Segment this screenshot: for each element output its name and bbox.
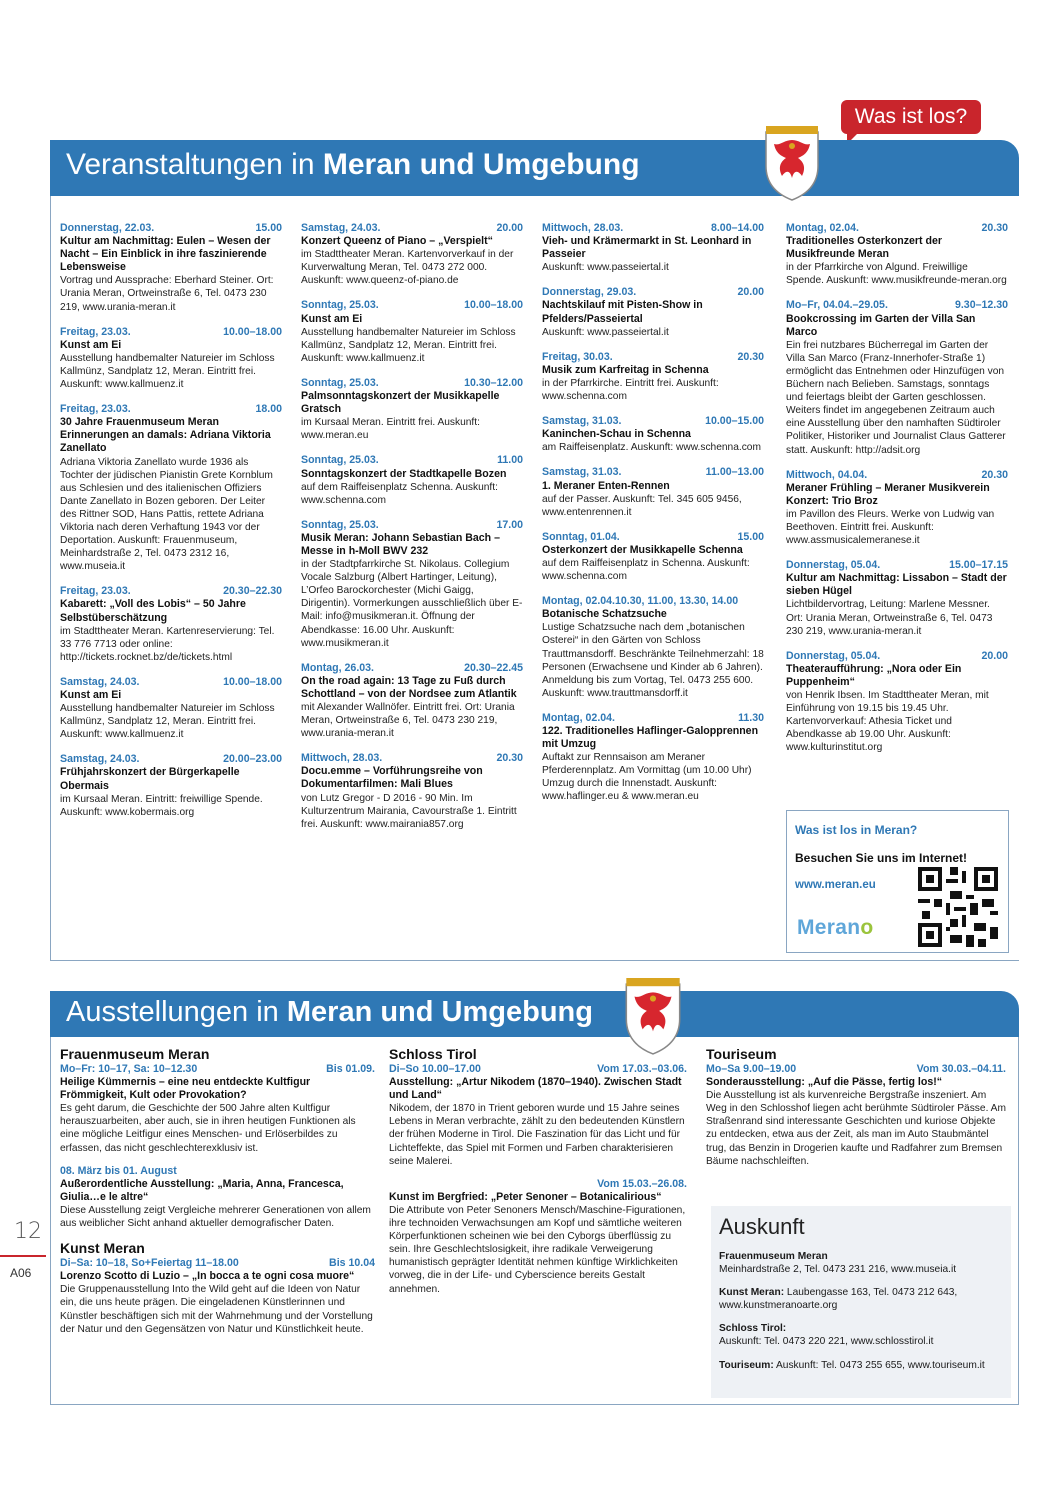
event-details: in der Pfarrkirche von Algund. Freiwillige Spende. Auskunft: www.musikfreunde-meran.org <box>786 262 1007 287</box>
event-date: Donnerstag, 22.03. <box>60 222 155 234</box>
auskunft-list <box>719 1250 1003 1372</box>
exhibition-hours: Di–So 10.00–17.00 <box>389 1063 481 1075</box>
event-date-row <box>542 415 764 428</box>
event-title: Kunst am Ei <box>60 338 122 351</box>
event-title: Kaninchen-Schau in Schenna <box>542 428 691 441</box>
exhibitions-column-1 <box>60 1046 375 1346</box>
event-item <box>542 351 764 403</box>
exhibition-range: Vom 15.03.–26.08. <box>597 1177 687 1190</box>
exhibition-hours-row <box>60 1257 375 1270</box>
exhibition-title: Lorenzo Scotto di Luzio – „In bocca a te ogni cosa muore“ <box>60 1270 355 1283</box>
event-date-row <box>60 753 282 766</box>
auskunft-item <box>719 1322 1003 1348</box>
event-details: am Raiffeisenplatz. Auskunft: www.schenna.com <box>542 442 761 454</box>
event-date: Freitag, 30.03. <box>542 350 613 363</box>
event-item <box>542 712 764 804</box>
event-details: Lustige Schatzsuche nach dem „botanischen Osterei“ in den Gärten von Schloss Trauttmansdorff. Beschränkte Teilnehmerzahl: 18 Personen (Erwachsene und Kinder ab 6 Jahren). Anmeldung bis zum Vortag, Tel. 0473 255 600. Auskunft: www.trauttmansdorff.it <box>542 622 764 699</box>
event-date-row <box>542 466 764 479</box>
event-date: Donnerstag, 29.03. <box>542 286 637 299</box>
event-item <box>301 454 523 506</box>
event-date-row <box>542 712 764 725</box>
event-title: Kabarett: „Voll des Lobis“ – 50 Jahre Selbstüberschätzung <box>60 598 246 624</box>
event-item <box>786 650 1008 755</box>
event-details: Auskunft: www.passeiertal.it <box>542 326 669 338</box>
exhibition-range: Vom 30.03.–04.11. <box>916 1063 1006 1075</box>
event-time: 10.30–12.00 <box>464 376 523 389</box>
event-date-row <box>301 377 523 390</box>
auskunft-name: Frauenmuseum Meran <box>719 1251 828 1262</box>
event-date: Montag, 26.03. <box>301 661 374 674</box>
event-details: Auftakt zur Rennsaison am Meraner Pferderennplatz. Am Vormittag (um 10.00 Uhr) Umzug durch die Innenstadt. Auskunft: www.haflinger.eu & www.meran.eu <box>542 752 752 803</box>
event-title: Meraner Frühling – Meraner Musikverein Konzert: Trio Broz <box>786 481 990 507</box>
event-item <box>60 326 282 391</box>
event-item <box>542 595 764 700</box>
event-time: 11.00–13.00 <box>705 466 764 479</box>
event-details: Ausstellung handbemalter Natureier im Schloss Kallmünz, Sandplatz 12, Meran. Eintritt frei. Auskunft: www.kallmuenz.it <box>301 326 516 364</box>
event-date: Sonntag, 25.03. <box>301 376 379 389</box>
event-time: 20.30 <box>981 222 1008 234</box>
event-details: Ein frei nutzbares Bücherregal im Garten der Villa San Marco (Franz-Innerhofer-Straße 1) ermöglicht das Entnehmen oder Hinzufügen von Büchern nach Belieben. Samstags, sonntags und feiertags bleibt der Garten geschlossen. Weiters findet im angegebenen Zeitraum auch eine Ausstellung über den namhaften Südtiroler Politiker, Historiker und Journalist Claus Gatterer statt. Auskunft: http://adsit.org <box>786 339 1006 456</box>
event-title: Kultur am Nachmittag: Eulen – Wesen der Nacht – Ein Einblick in ihre faszinierende Lebensweise <box>60 235 271 274</box>
event-date: Samstag, 31.03. <box>542 415 622 428</box>
event-time: 20.30 <box>496 752 523 765</box>
event-time: 11.30 <box>738 711 764 724</box>
event-details: auf dem Raiffeisenplatz in Schenna. Auskunft: www.schenna.com <box>542 557 750 583</box>
event-item <box>60 403 282 573</box>
event-date-row <box>301 299 523 312</box>
event-item <box>786 299 1008 456</box>
exhibition-title: Sonderausstellung: „Auf die Pässe, fertig los!“ <box>706 1076 943 1089</box>
info-url-link[interactable]: www.meran.eu <box>795 879 876 891</box>
events-column-3 <box>542 222 764 816</box>
exhibition-title: Ausstellung: „Artur Nikodem (1870–1940). Zwischen Stadt und Land“ <box>389 1076 682 1102</box>
page-rule <box>0 1255 46 1257</box>
event-time: 20.30 <box>981 468 1008 481</box>
event-time: 20.30–22.45 <box>464 661 523 674</box>
event-date: Sonntag, 25.03. <box>301 299 379 312</box>
event-details: im Stadttheater Meran. Kartenvorverkauf in der Kurverwaltung Meran, Tel. 0473 272 000. Auskunft: www.queenz-of-piano.de <box>301 249 514 287</box>
event-title: Nachtskilauf mit Pisten-Show in Pfelders/Passeiertal <box>542 299 703 325</box>
event-title: Botanische Schatzsuche <box>542 608 667 621</box>
event-item <box>60 753 282 818</box>
page-number: 12 <box>14 1219 42 1244</box>
event-details: Vortrag und Aussprache: Eberhard Steiner. Ort: Urania Meran, Ortweinstraße 6, Tel. 0473 230 219, www.urania-meran.it <box>60 275 274 313</box>
info-visit: Besuchen Sie uns im Internet! <box>795 851 968 865</box>
event-date: Donnerstag, 05.04. <box>786 649 881 662</box>
event-date: Freitag, 23.03. <box>60 585 131 598</box>
exhibition-range: Bis 01.09. <box>326 1063 375 1075</box>
merano-logo: Merano <box>797 916 874 939</box>
event-date-row <box>301 222 523 235</box>
event-details: im Kursaal Meran. Eintritt frei. Auskunft: www.meran.eu <box>301 417 480 442</box>
event-title: Musik Meran: Johann Sebastian Bach – Messe in h-Moll BWV 232 <box>301 531 500 557</box>
event-time: 15.00 <box>737 530 764 543</box>
was-ist-los-tag: Was ist los? <box>841 100 981 134</box>
event-item <box>786 222 1008 287</box>
event-date: Donnerstag, 05.04. <box>786 559 881 572</box>
event-details: im Stadttheater Meran. Kartenreservierung: Tel. 33 776 7713 oder online: http://tickets.rocknet.bz/de/tickets.html <box>60 625 275 663</box>
event-time: 20.00 <box>496 222 523 234</box>
event-details: Ausstellung handbemalter Natureier im Schloss Kallmünz, Sandplatz 12, Meran. Eintritt frei. Auskunft: www.kallmuenz.it <box>60 352 275 391</box>
event-details: von Lutz Gregor - D 2016 - 90 Min. Im Kulturzentrum Mairania, Cavourstraße 1. Eintritt frei. Auskunft: www.mairania857.org <box>301 792 517 830</box>
exhibition-item <box>389 1046 687 1168</box>
event-time: 11.00 <box>497 454 523 467</box>
event-title: Sonntagskonzert der Stadtkapelle Bozen <box>301 467 507 480</box>
event-time: 9.30–12.30 <box>954 299 1008 312</box>
events-column-4 <box>786 222 1008 766</box>
auskunft-name: Touriseum: <box>719 1359 774 1371</box>
event-date-row <box>542 222 764 235</box>
exhibition-title: Kunst im Bergfried: „Peter Senoner – Botanicalirious“ <box>389 1190 662 1203</box>
exhibition-hours-row <box>389 1063 687 1076</box>
event-title: Konzert Queenz of Piano – „Verspielt“ <box>301 235 493 248</box>
event-details: Ausstellung handbemalter Natureier im Schloss Kallmünz, Sandplatz 12, Meran. Eintritt frei. Auskunft: www.kallmuenz.it <box>60 703 275 741</box>
qr-code-icon[interactable] <box>918 867 998 947</box>
event-date: Samstag, 24.03. <box>60 675 140 688</box>
event-title: Kunst am Ei <box>301 312 363 325</box>
event-time: 20.30–22.30 <box>223 585 282 598</box>
event-title: 30 Jahre Frauenmuseum Meran Erinnerungen an damals: Adriana Viktoria Zanellato <box>60 416 271 455</box>
event-title: Osterkonzert der Musikkapelle Schenna <box>542 543 743 556</box>
auskunft-box <box>711 1206 1011 1398</box>
event-time: 15.00 <box>255 222 282 234</box>
event-details: im Kursaal Meran. Eintritt: freiwillige Spende. Auskunft: www.kobermais.org <box>60 793 263 818</box>
event-item <box>301 662 523 741</box>
event-date: Samstag, 31.03. <box>542 466 622 479</box>
auskunft-text: Auskunft: Tel. 0473 220 221, www.schlosstirol.it <box>719 1336 934 1348</box>
exhibition-description: Die Attribute von Peter Senoners Mensch/Maschine-Figurationen, ihre technoiden Verwachsungen am Kopf und sämtliche weiteren Körperfunktionen scheinen wie bei den Cyborgs überflüssig zu sein. Ihre Geschlechtslosigkeit, ihre radikale Verweigerung humanistisch geprägter Identität nehmen künftige Wirklichkeiten vorweg, die in der Life- und Cyberscience bereits Gestalt annehmen. <box>389 1204 686 1295</box>
event-date-row <box>542 286 764 299</box>
event-date-row <box>542 531 764 544</box>
exhibition-venue: Touriseum <box>706 1046 777 1062</box>
exhibition-title: Außerordentliche Ausstellung: „Maria, Anna, Francesca, Giulia…e le altre“ <box>60 1177 344 1203</box>
event-details: auf der Passer. Auskunft: Tel. 345 605 9456, www.entenrennen.it <box>542 493 742 518</box>
exhibition-hours: Mo–Sa 9.00–19.00 <box>706 1063 797 1075</box>
auskunft-text: Laubengasse 163, Tel. 0473 212 643, www.kunstmeranoarte.org <box>719 1287 958 1312</box>
exhibition-description: Die Gruppenausstellung Into the Wild geht auf die Ideen von Natur ein, die uns heute prägen. Die eingeladenen Künstlerinnen und Künstler beschäftigen sich mit der Wahrnehmung und der Vorstellung der Natur und den Gegensätzen von Natur und Künstlichkeit heute. <box>60 1284 373 1335</box>
event-time: 10.00–18.00 <box>464 299 523 312</box>
event-time: 20.30 <box>737 350 764 363</box>
event-title: Musik zum Karfreitag in Schenna <box>542 363 709 376</box>
event-date: Mo–Fr, 04.04.–29.05. <box>786 299 888 312</box>
event-date-row <box>301 454 523 467</box>
event-date: Samstag, 24.03. <box>60 753 140 766</box>
event-item <box>301 377 523 442</box>
events-banner <box>50 140 1019 196</box>
event-item <box>542 466 764 518</box>
auskunft-item <box>719 1359 1003 1372</box>
exhibition-venue: Frauenmuseum Meran <box>60 1046 210 1062</box>
event-date-row <box>60 403 282 416</box>
event-date-row <box>301 662 523 675</box>
event-item <box>786 559 1008 638</box>
auskunft-name: Schloss Tirol: <box>719 1323 787 1335</box>
tyrol-coat-of-arms-icon <box>762 126 822 202</box>
event-date-row <box>542 351 764 364</box>
event-title: Theateraufführung: „Nora oder Ein Puppenheim“ <box>786 662 962 688</box>
event-title: Bookcrossing im Garten der Villa San Marco <box>786 312 976 338</box>
event-date-row <box>60 326 282 339</box>
exhibition-item <box>60 1046 375 1155</box>
event-time: 10.00–18.00 <box>223 675 282 688</box>
exhibition-hours: Mo–Fr: 10–17, Sa: 10–12.30 <box>60 1063 198 1075</box>
event-date-row <box>301 519 523 532</box>
event-date: Samstag, 24.03. <box>301 222 381 234</box>
event-date-row <box>60 585 282 598</box>
event-item <box>542 531 764 583</box>
event-item <box>60 222 282 314</box>
event-time: 20.00–23.00 <box>223 753 282 766</box>
exhibition-description: Die Ausstellung ist als kurvenreiche Bergstraße inszeniert. Am Weg in den Schlosshof liegen acht berühmte Südtiroler Pässe. Am Straßenrand sind interessante Geschichten und kuriose Objekte zu entdecken, etwa aus der Zeit, als man im Auto Staubmäntel trug, das Benzin in Drogerien kaufte und Radfahrer zum Bremsen Bäume nachschleiften. <box>706 1090 1006 1167</box>
exhibition-item <box>706 1046 1006 1168</box>
event-title: Docu.emme – Vorführungsreihe von Dokumentarfilmen: Mali Blues <box>301 765 483 791</box>
event-title: 122. Traditionelles Haflinger-Galopprennen mit Umzug <box>542 725 759 751</box>
event-date-row <box>786 650 1008 663</box>
event-date: Sonntag, 01.04. <box>542 530 620 543</box>
event-item <box>542 415 764 454</box>
auskunft-item <box>719 1286 1003 1312</box>
exhibition-title: Heilige Kümmernis – eine neu entdeckte Kultfigur Frömmigkeit, Kult oder Provokation? <box>60 1076 311 1102</box>
info-question: Was ist los in Meran? <box>795 823 918 837</box>
exhibition-item <box>60 1165 375 1230</box>
event-item <box>301 299 523 364</box>
exhibition-hours-row <box>60 1063 375 1076</box>
event-date-row <box>786 299 1008 312</box>
exhibition-venue: Schloss Tirol <box>389 1046 477 1062</box>
event-date: Sonntag, 25.03. <box>301 454 379 467</box>
event-date-row <box>60 222 282 235</box>
event-date: Montag, 02.04.10.30, 11.00, 13.30, 14.00 <box>542 595 739 608</box>
events-column-2 <box>301 222 523 843</box>
event-date: Montag, 02.04. <box>542 711 615 724</box>
event-date-row <box>786 559 1008 572</box>
exhibition-description: Es geht darum, die Geschichte der 500 Jahre alten Kultfigur herauszuarbeiten, aber auch, sie in ihren heutigen Funktionen als eine mögliche Leitfigur eines Menschen- und Erlöserbildes zu erfassen, das nicht geschlechterexklusiv ist. <box>60 1103 356 1154</box>
exhibition-hours: 08. März bis 01. August <box>60 1164 177 1177</box>
event-time: 20.00 <box>981 649 1008 662</box>
exhibition-range: Bis 10.04 <box>329 1257 375 1270</box>
event-details: auf dem Raiffeisenplatz Schenna. Auskunft: www.schenna.com <box>301 481 498 506</box>
meran-info-box <box>786 810 1009 953</box>
exhibition-hours-row <box>60 1165 375 1178</box>
event-title: On the road again: 13 Tage zu Fuß durch Schottland – von der Nordsee zum Atlantik <box>301 674 517 700</box>
event-details: in der Pfarrkirche. Eintritt frei. Auskunft: www.schenna.com <box>542 377 719 403</box>
exhibitions-column-2 <box>389 1046 687 1306</box>
exhibition-hours: Di–Sa: 10–18, So+Feiertag 11–18.00 <box>60 1257 239 1270</box>
event-item <box>60 585 282 664</box>
event-item <box>301 519 523 650</box>
auskunft-title: Auskunft <box>719 1214 805 1239</box>
event-time: 8.00–14.00 <box>710 222 764 234</box>
events-column-1 <box>60 222 282 831</box>
event-title: Traditionelles Osterkonzert der Musikfreunde Meran <box>786 235 943 261</box>
exhibition-item <box>389 1178 687 1296</box>
exhibition-range: Vom 17.03.–03.06. <box>597 1063 687 1075</box>
event-title: Kultur am Nachmittag: Lissabon – Stadt der sieben Hügel <box>786 572 1007 598</box>
event-date-row <box>301 752 523 765</box>
event-date: Mittwoch, 28.03. <box>542 222 624 234</box>
event-date-row <box>786 222 1008 235</box>
event-details: im Pavillon des Fleurs. Werke von Ludwig van Beethoven. Eintritt frei. Auskunft: www.assmusicalemeranese.it <box>786 508 995 547</box>
event-time: 15.00–17.15 <box>949 559 1008 572</box>
event-date: Freitag, 23.03. <box>60 403 131 416</box>
event-item <box>542 222 764 274</box>
events-banner-title: Veranstaltungen in Meran und Umgebung <box>66 148 640 181</box>
exhibitions-column-3 <box>706 1046 1006 1178</box>
event-time: 10.00–15.00 <box>705 415 764 428</box>
exhibitions-banner-title: Ausstellungen in Meran und Umgebung <box>66 996 593 1028</box>
event-date: Mittwoch, 28.03. <box>301 752 383 765</box>
event-details: Adriana Viktoria Zanellato wurde 1936 als Tochter der jüdischen Pianistin Grete Kornblum aus Schlesien und des italienischen Offiziers Dante Zanellato in Bozen geboren. Der Leiter des Rittner SOD, Hans Pattis, rettete Adriana Viktoria nach deren Verhaftung 1943 vor der Deportation. Auskunft: Frauenmuseum, Meinhardstraße 2, Tel. 0473 2312 16, www.museia.it <box>60 456 273 573</box>
event-title: 1. Meraner Enten-Rennen <box>542 479 670 492</box>
auskunft-text: Auskunft: Tel. 0473 255 655, www.touriseum.it <box>773 1359 985 1371</box>
event-time: 18.00 <box>255 403 282 416</box>
auskunft-item <box>719 1250 1003 1276</box>
exhibitions-banner <box>50 991 1019 1037</box>
event-details: Auskunft: www.passeiertal.it <box>542 262 669 274</box>
event-item <box>301 222 523 287</box>
event-details: von Henrik Ibsen. Im Stadttheater Meran, mit Einführung von 19.15 bis 19.45 Uhr. Kartenvorverkauf: Athesia Ticket und Abendkasse ab 19.00 Uhr. Auskunft: www.kulturinstitut.org <box>786 690 989 754</box>
exhibition-description: Nikodem, der 1870 in Trient geboren wurde und 15 Jahre seines Lebens in Meran verbrachte, zählt zu den bedeutenden Künstlern der frühen Moderne in Tirol. Die Faszination für das Licht und für Lichteffekte, das Spiel mit Formen und Farben charakterisieren seine Malerei. <box>389 1103 685 1167</box>
event-date-row <box>542 595 764 608</box>
event-time: 17.00 <box>496 518 523 531</box>
exhibition-hours-row <box>706 1063 1006 1076</box>
event-date: Montag, 02.04. <box>786 222 859 234</box>
event-details: mit Alexander Wallnöfer. Eintritt frei. Ort: Urania Meran, Ortweinstraße 6, Tel. 0473 230 219, www.urania-meran.it <box>301 702 515 740</box>
page-code: A06 <box>10 1266 32 1280</box>
exhibition-venue: Kunst Meran <box>60 1240 145 1257</box>
exhibition-description: Diese Ausstellung zeigt Vergleiche mehrerer Generationen von allem aus weiblicher Sicht anhand aktueller demografischer Daten. <box>60 1204 371 1230</box>
event-time: 10.00–18.00 <box>223 325 282 338</box>
event-item <box>60 676 282 741</box>
event-title: Kunst am Ei <box>60 689 122 701</box>
exhibition-hours-row <box>389 1178 687 1191</box>
auskunft-name: Kunst Meran: <box>719 1287 785 1299</box>
exhibition-item <box>60 1240 375 1336</box>
event-date: Mittwoch, 04.04. <box>786 468 868 481</box>
event-date: Freitag, 23.03. <box>60 325 131 338</box>
event-details: Lichtbildervortrag, Leitung: Marlene Messner. Ort: Urania Meran, Ortweinstraße 6, Tel. 0473 230 219, www.urania-meran.it <box>786 599 993 637</box>
event-date-row <box>60 676 282 689</box>
auskunft-text: Meinhardstraße 2, Tel. 0473 231 216, www.museia.it <box>719 1264 957 1276</box>
event-date-row <box>786 469 1008 482</box>
event-details: in der Stadtpfarrkirche St. Nikolaus. Collegium Vocale Salzburg (Albert Hartinger, Leitung), L’Orfeo Barockorchester (Michi Gaigg, Dirigentin). Vormerkungen ausschließlich über E-Mail: info@musikmeran.it. Öffnung der Abendkasse: 16.00 Uhr. Auskunft: www.musikmeran.it <box>301 559 523 649</box>
event-time: 20.00 <box>737 286 764 299</box>
event-title: Vieh- und Krämermarkt in St. Leonhard in Passeier <box>542 235 752 261</box>
event-item <box>301 752 523 831</box>
event-item <box>542 286 764 338</box>
event-title: Frühjahrskonzert der Bürgerkapelle Obermais <box>60 766 240 792</box>
event-date: Sonntag, 25.03. <box>301 518 379 531</box>
event-title: Palmsonntagskonzert der Musikkapelle Gratsch <box>301 390 500 416</box>
event-item <box>786 469 1008 548</box>
